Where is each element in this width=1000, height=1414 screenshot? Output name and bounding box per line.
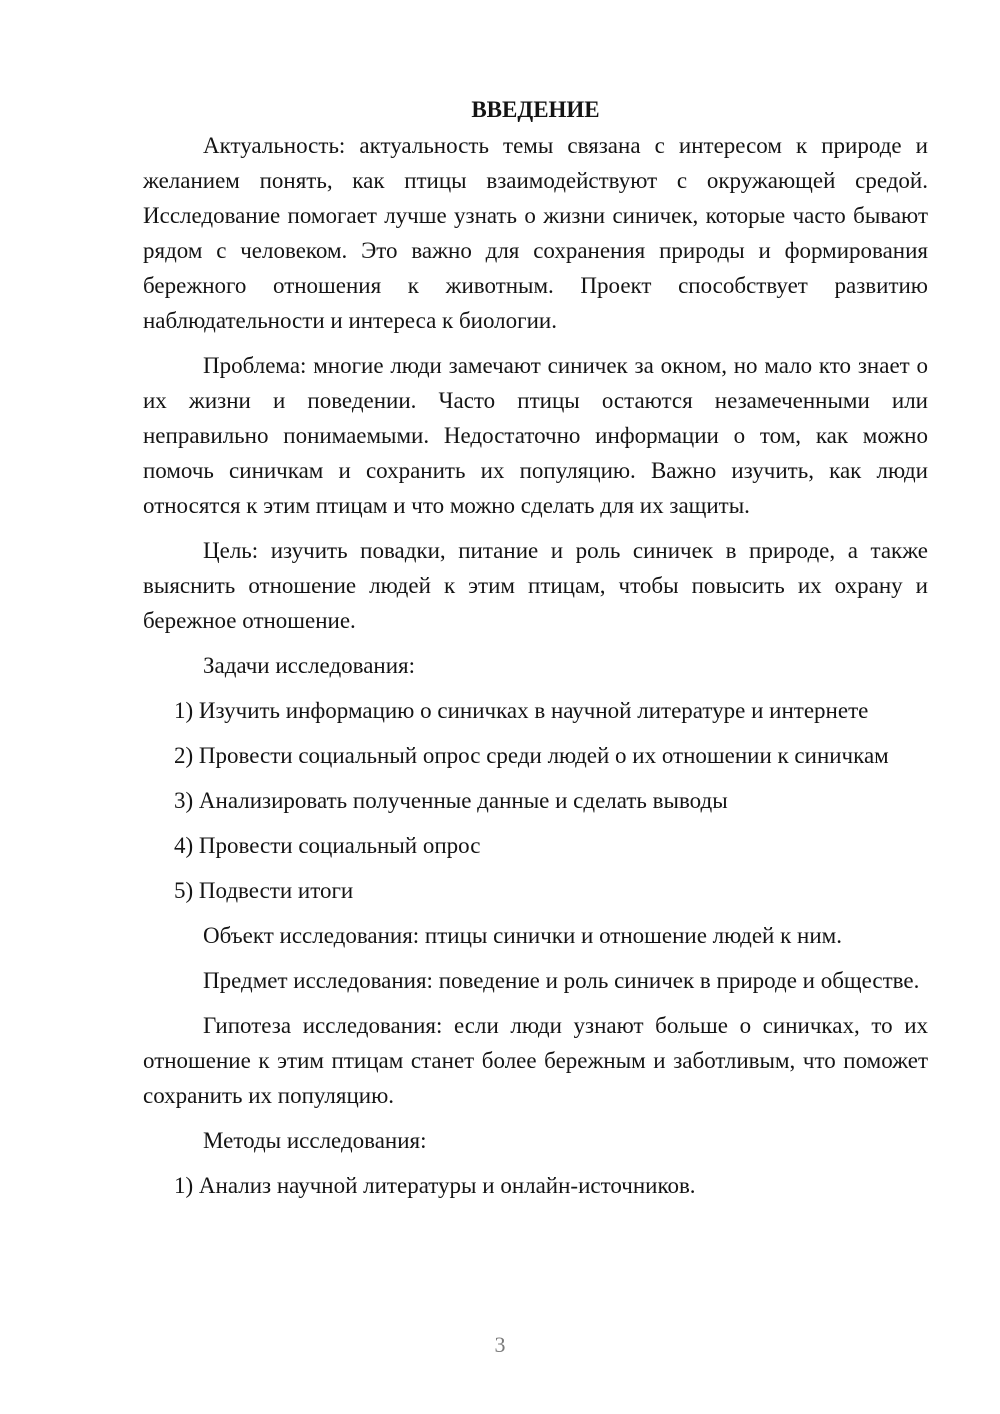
- tasks-heading: Задачи исследования:: [203, 653, 416, 678]
- task-item-5: 5) Подвести итоги: [174, 878, 354, 903]
- page-number: 3: [494, 1332, 506, 1357]
- task-item-3: 3) Анализировать полученные данные и сделать выводы: [174, 788, 728, 813]
- object-paragraph: Объект исследования: птицы синички и отношение людей к ним.: [203, 923, 842, 948]
- page-title: ВВЕДЕНИЕ: [471, 97, 600, 122]
- goal-paragraph: Цель: изучить повадки, питание и роль синичек в природе, а также выяснить отношение людей к этим птицам, чтобы повысить их охрану и бережное отношение.: [143, 538, 928, 633]
- problem-paragraph: Проблема: многие люди замечают синичек за окном, но мало кто знает о их жизни и поведении. Часто птицы остаются незамеченными или неправильно понимаемыми. Недостаточно информации о том, как можно помочь синичкам и сохранить их популяцию. Важно изучить, как люди относятся к этим птицам и что можно сделать для их защиты.: [143, 353, 928, 518]
- subject-paragraph: Предмет исследования: поведение и роль синичек в природе и обществе.: [203, 968, 920, 993]
- task-item-1: 1) Изучить информацию о синичках в научной литературе и интернете: [174, 698, 869, 723]
- hypothesis-paragraph: Гипотеза исследования: если люди узнают больше о синичках, то их отношение к этим птицам станет более бережным и заботливым, что поможет сохранить их популяцию.: [143, 1013, 928, 1108]
- task-item-4: 4) Провести социальный опрос: [174, 833, 481, 858]
- task-item-2: 2) Провести социальный опрос среди людей о их отношении к синичкам: [174, 743, 889, 768]
- methods-heading: Методы исследования:: [203, 1128, 427, 1153]
- page-content: [143, 92, 928, 1213]
- method-item-1: 1) Анализ научной литературы и онлайн-источников.: [174, 1173, 696, 1198]
- relevance-paragraph: Актуальность: актуальность темы связана с интересом к природе и желанием понять, как птицы взаимодействуют с окружающей средой. Исследование помогает лучше узнать о жизни синичек, которые часто бывают рядом с человеком. Это важно для сохранения природы и формирования бережного отношения к животным. Проект способствует развитию наблюдательности и интереса к биологии.: [143, 133, 928, 333]
